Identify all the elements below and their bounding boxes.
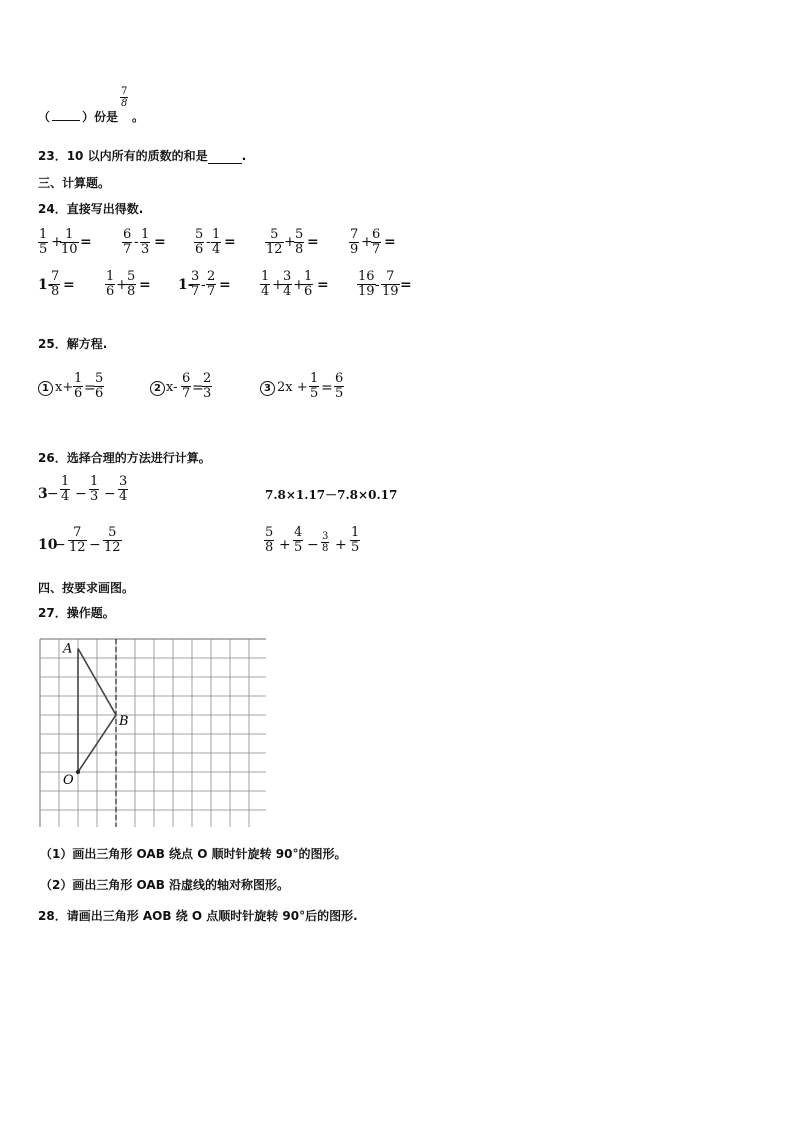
question-23	[38, 147, 246, 164]
fraction: 3 7	[191, 269, 200, 299]
operator: −	[307, 537, 319, 553]
operator: -	[375, 277, 380, 293]
fraction: 2 7	[207, 269, 216, 299]
circled-number: 1	[38, 381, 53, 396]
operator: +	[51, 234, 63, 250]
fraction: 7 9	[350, 227, 359, 257]
fraction: 1 4	[61, 474, 70, 504]
fraction: 3 4	[119, 474, 128, 504]
fraction: 1 3	[141, 227, 150, 257]
equals-sign: =	[154, 234, 166, 250]
equals-sign: =	[307, 234, 319, 250]
fraction: 1 3	[90, 474, 99, 504]
fraction: 7 8	[51, 269, 60, 299]
question-28: 28．请画出三角形 AOB 绕 O 点顺时针旋转 90°后的图形.	[38, 909, 358, 923]
fraction: 1 6	[106, 269, 115, 299]
equals-sign: =	[321, 380, 333, 396]
section-3-heading: 三、计算题。	[38, 176, 111, 190]
q23-end: .	[241, 149, 247, 163]
fraction: 5 8	[265, 525, 274, 555]
prefix: 1-	[178, 277, 194, 293]
equals-sign: =	[400, 277, 412, 293]
equals-sign: =	[224, 234, 236, 250]
equals-sign: =	[317, 277, 329, 293]
equals-sign: =	[84, 380, 96, 396]
fraction: 7 12	[69, 525, 86, 555]
fraction: 1 4	[212, 227, 221, 257]
label-a: A	[63, 641, 73, 657]
fraction-7-8: 7 8	[121, 86, 128, 109]
fraction: 3 4	[283, 269, 292, 299]
point-o-dot	[76, 770, 80, 774]
close-paren-text: ）份是	[82, 110, 119, 124]
answer-blank[interactable]	[52, 120, 80, 121]
fraction: 3 8	[322, 531, 329, 554]
variable: 2x +	[277, 380, 308, 395]
fraction: 5 12	[266, 227, 283, 257]
operator: −	[104, 486, 116, 502]
question-26-title: 26．选择合理的方法进行计算。	[38, 451, 211, 465]
variable: x-	[166, 380, 178, 395]
lead-number: 3	[38, 486, 48, 502]
fraction: 6 7	[372, 227, 381, 257]
operator: +	[335, 537, 347, 553]
fraction: 1 4	[261, 269, 270, 299]
task-2: （2）画出三角形 OAB 沿虚线的轴对称图形。	[40, 878, 290, 892]
operator: −	[75, 486, 87, 502]
fraction: 5 6	[95, 371, 104, 401]
equals-sign: =	[384, 234, 396, 250]
open-paren: （	[38, 110, 51, 124]
operator: +	[272, 277, 284, 293]
fraction: 5 8	[127, 269, 136, 299]
grid-lines	[40, 639, 266, 827]
fraction: 7 19	[382, 269, 399, 299]
equals-sign: =	[80, 234, 92, 250]
fraction: 1 5	[351, 525, 360, 555]
fraction: 1 6	[74, 371, 83, 401]
operator: +	[116, 277, 128, 293]
operator: -	[206, 234, 211, 250]
end-mark: 。	[132, 110, 145, 124]
lead-number: 10	[38, 537, 58, 553]
prefix: 1-	[38, 277, 54, 293]
fraction: 16 19	[358, 269, 375, 299]
label-b: B	[119, 714, 129, 729]
fraction: 5 12	[104, 525, 121, 555]
grid-figure	[38, 637, 266, 827]
fraction: 1 6	[304, 269, 313, 299]
variable: x+	[55, 380, 74, 395]
fraction: 6 7	[182, 371, 191, 401]
operator: +	[361, 234, 373, 250]
expression-decimal: 7.8×1.17－7.8×0.17	[265, 488, 398, 502]
fraction: 1 10	[61, 227, 78, 257]
fraction: 5 6	[195, 227, 204, 257]
equals-sign: =	[192, 380, 204, 396]
operator: +	[284, 234, 296, 250]
operator: −	[47, 486, 59, 502]
task-1: （1）画出三角形 OAB 绕点 O 顺时针旋转 90°的图形。	[40, 847, 347, 861]
fraction: 6 7	[123, 227, 132, 257]
operator: +	[279, 537, 291, 553]
q23-text: 23．10 以内所有的质数的和是	[38, 149, 208, 163]
equals-sign: =	[219, 277, 231, 293]
q22-tail	[38, 86, 158, 130]
fraction: 2 3	[203, 371, 212, 401]
question-24-title: 24．直接写出得数.	[38, 202, 144, 216]
equals-sign: =	[63, 277, 75, 293]
question-27-title: 27．操作题。	[38, 606, 115, 620]
label-o: O	[63, 773, 74, 788]
section-4-heading: 四、按要求画图。	[38, 581, 135, 595]
operator: −	[89, 537, 101, 553]
operator: +	[293, 277, 305, 293]
fraction: 4 5	[294, 525, 303, 555]
question-25-title: 25．解方程.	[38, 337, 108, 351]
equals-sign: =	[139, 277, 151, 293]
fraction: 5 8	[295, 227, 304, 257]
circled-number: 2	[150, 381, 165, 396]
fraction: 6 5	[335, 371, 344, 401]
circled-number: 3	[260, 381, 275, 396]
fraction: 1 5	[310, 371, 319, 401]
operator: -	[134, 234, 139, 250]
operator: -	[201, 277, 206, 293]
fraction: 1 5	[39, 227, 48, 257]
operator: −	[54, 537, 66, 553]
q23-answer-blank[interactable]	[208, 149, 242, 164]
